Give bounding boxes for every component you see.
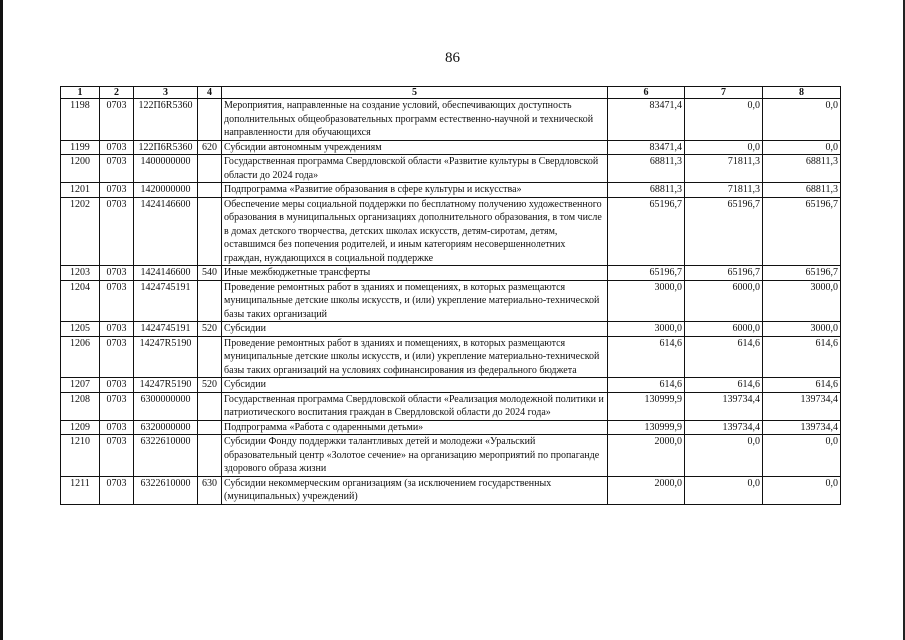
- amount-col-7: 65196,7: [685, 266, 763, 281]
- amount-col-7: 0,0: [685, 99, 763, 141]
- amount-col-8: 65196,7: [763, 197, 841, 266]
- column-header: 6: [608, 87, 685, 99]
- amount-col-8: 3000,0: [763, 280, 841, 322]
- table-row: [61, 197, 841, 266]
- amount-col-8: 0,0: [763, 140, 841, 155]
- row-number: 1201: [61, 183, 100, 198]
- header-row: [61, 87, 841, 99]
- row-number: 1200: [61, 155, 100, 183]
- amount-col-7: 71811,3: [685, 155, 763, 183]
- expense-type-code: [198, 155, 222, 183]
- section-code: 0703: [100, 378, 134, 393]
- table-row: [61, 378, 841, 393]
- amount-col-6: 130999,9: [608, 392, 685, 420]
- amount-col-6: 68811,3: [608, 155, 685, 183]
- amount-col-7: 614,6: [685, 336, 763, 378]
- amount-col-7: 0,0: [685, 140, 763, 155]
- target-article-code: 122П6R5360: [134, 140, 198, 155]
- amount-col-7: 0,0: [685, 435, 763, 477]
- row-number: 1208: [61, 392, 100, 420]
- table-row: [61, 420, 841, 435]
- expense-type-code: [198, 280, 222, 322]
- target-article-code: 6322610000: [134, 435, 198, 477]
- target-article-code: 6322610000: [134, 476, 198, 504]
- section-code: 0703: [100, 155, 134, 183]
- column-header: 5: [222, 87, 608, 99]
- table-row: [61, 435, 841, 477]
- row-description: Подпрограмма «Развитие образования в сфере культуры и искусства»: [222, 183, 608, 198]
- section-code: 0703: [100, 476, 134, 504]
- section-code: 0703: [100, 140, 134, 155]
- amount-col-8: 139734,4: [763, 420, 841, 435]
- column-header: 3: [134, 87, 198, 99]
- section-code: 0703: [100, 280, 134, 322]
- amount-col-7: 6000,0: [685, 322, 763, 337]
- row-description: Субсидии некоммерческим организациям (за исключением государственных (муниципальных) учреждений): [222, 476, 608, 504]
- row-description: Проведение ремонтных работ в зданиях и помещениях, в которых размещаются муниципальные детские школы искусств, и (или) укрепление материально-технической базы таких организаций на условиях софинансирования из федерального бюджета: [222, 336, 608, 378]
- amount-col-7: 71811,3: [685, 183, 763, 198]
- amount-col-8: 0,0: [763, 99, 841, 141]
- table-row: [61, 336, 841, 378]
- amount-col-7: 6000,0: [685, 280, 763, 322]
- table-row: [61, 155, 841, 183]
- amount-col-7: 0,0: [685, 476, 763, 504]
- row-description: Обеспечение меры социальной поддержки по бесплатному получению художественного образования в муниципальных организациях дополнительного образования, в том числе в домах детского творчества, детских школах искусств, детям-сиротам, детям, оставшимся без попечения родителей, и иным категориям несовершеннолетних граждан, нуждающихся в социальной поддержке: [222, 197, 608, 266]
- expense-type-code: 630: [198, 476, 222, 504]
- target-article-code: 1400000000: [134, 155, 198, 183]
- expense-type-code: 520: [198, 322, 222, 337]
- amount-col-8: 3000,0: [763, 322, 841, 337]
- amount-col-7: 614,6: [685, 378, 763, 393]
- amount-col-6: 68811,3: [608, 183, 685, 198]
- row-number: 1198: [61, 99, 100, 141]
- amount-col-6: 614,6: [608, 378, 685, 393]
- column-header: 4: [198, 87, 222, 99]
- target-article-code: 1420000000: [134, 183, 198, 198]
- section-code: 0703: [100, 435, 134, 477]
- row-number: 1199: [61, 140, 100, 155]
- row-description: Государственная программа Свердловской области «Реализация молодежной политики и патриотического воспитания граждан в Свердловской области до 2024 года»: [222, 392, 608, 420]
- row-number: 1203: [61, 266, 100, 281]
- amount-col-7: 139734,4: [685, 392, 763, 420]
- page-number: 86: [445, 50, 460, 66]
- amount-col-7: 65196,7: [685, 197, 763, 266]
- section-code: 0703: [100, 266, 134, 281]
- section-code: 0703: [100, 197, 134, 266]
- column-header: 7: [685, 87, 763, 99]
- amount-col-6: 65196,7: [608, 266, 685, 281]
- table-row: [61, 476, 841, 504]
- section-code: 0703: [100, 99, 134, 141]
- expense-type-code: 620: [198, 140, 222, 155]
- expense-type-code: [198, 336, 222, 378]
- target-article-code: 6300000000: [134, 392, 198, 420]
- row-description: Мероприятия, направленные на создание условий, обеспечивающих доступность дополнительных общеобразовательных программ естественно-научной и технической направленности для обучающихся: [222, 99, 608, 141]
- amount-col-6: 2000,0: [608, 435, 685, 477]
- amount-col-6: 614,6: [608, 336, 685, 378]
- budget-table: [60, 86, 841, 505]
- section-code: 0703: [100, 322, 134, 337]
- amount-col-8: 0,0: [763, 476, 841, 504]
- amount-col-8: 68811,3: [763, 155, 841, 183]
- row-number: 1205: [61, 322, 100, 337]
- section-code: 0703: [100, 420, 134, 435]
- target-article-code: 14247R5190: [134, 378, 198, 393]
- target-article-code: 1424745191: [134, 322, 198, 337]
- amount-col-6: 3000,0: [608, 322, 685, 337]
- amount-col-8: 614,6: [763, 378, 841, 393]
- amount-col-8: 614,6: [763, 336, 841, 378]
- section-code: 0703: [100, 392, 134, 420]
- row-description: Государственная программа Свердловской области «Развитие культуры в Свердловской области до 2024 года»: [222, 155, 608, 183]
- amount-col-8: 65196,7: [763, 266, 841, 281]
- amount-col-6: 3000,0: [608, 280, 685, 322]
- section-code: 0703: [100, 336, 134, 378]
- amount-col-8: 0,0: [763, 435, 841, 477]
- row-number: 1207: [61, 378, 100, 393]
- row-number: 1206: [61, 336, 100, 378]
- column-header: 8: [763, 87, 841, 99]
- amount-col-8: 139734,4: [763, 392, 841, 420]
- table-row: [61, 266, 841, 281]
- table-row: [61, 140, 841, 155]
- row-number: 1210: [61, 435, 100, 477]
- amount-col-6: 130999,9: [608, 420, 685, 435]
- row-number: 1204: [61, 280, 100, 322]
- target-article-code: 1424745191: [134, 280, 198, 322]
- table-row: [61, 392, 841, 420]
- target-article-code: 14247R5190: [134, 336, 198, 378]
- column-header: 1: [61, 87, 100, 99]
- expense-type-code: [198, 197, 222, 266]
- table-row: [61, 322, 841, 337]
- row-number: 1211: [61, 476, 100, 504]
- row-description: Субсидии автономным учреждениям: [222, 140, 608, 155]
- expense-type-code: [198, 99, 222, 141]
- amount-col-6: 2000,0: [608, 476, 685, 504]
- target-article-code: 122П6R5360: [134, 99, 198, 141]
- row-description: Проведение ремонтных работ в зданиях и помещениях, в которых размещаются муниципальные детские школы искусств, и (или) укрепление материально-технической базы таких организаций: [222, 280, 608, 322]
- target-article-code: 1424146600: [134, 266, 198, 281]
- expense-type-code: [198, 183, 222, 198]
- section-code: 0703: [100, 183, 134, 198]
- table-body: [61, 99, 841, 505]
- expense-type-code: 540: [198, 266, 222, 281]
- row-description: Субсидии: [222, 322, 608, 337]
- expense-type-code: [198, 392, 222, 420]
- table-row: [61, 280, 841, 322]
- amount-col-6: 83471,4: [608, 140, 685, 155]
- amount-col-7: 139734,4: [685, 420, 763, 435]
- row-description: Субсидии: [222, 378, 608, 393]
- expense-type-code: 520: [198, 378, 222, 393]
- amount-col-8: 68811,3: [763, 183, 841, 198]
- row-number: 1202: [61, 197, 100, 266]
- amount-col-6: 83471,4: [608, 99, 685, 141]
- row-description: Иные межбюджетные трансферты: [222, 266, 608, 281]
- expense-type-code: [198, 435, 222, 477]
- row-number: 1209: [61, 420, 100, 435]
- target-article-code: 1424146600: [134, 197, 198, 266]
- table-row: [61, 99, 841, 141]
- target-article-code: 6320000000: [134, 420, 198, 435]
- row-description: Субсидии Фонду поддержки талантливых детей и молодежи «Уральский образовательный центр «Золотое сечение» на организацию мероприятий по пропаганде здорового образа жизни: [222, 435, 608, 477]
- table-row: [61, 183, 841, 198]
- expense-type-code: [198, 420, 222, 435]
- row-description: Подпрограмма «Работа с одаренными детьми»: [222, 420, 608, 435]
- column-header: 2: [100, 87, 134, 99]
- amount-col-6: 65196,7: [608, 197, 685, 266]
